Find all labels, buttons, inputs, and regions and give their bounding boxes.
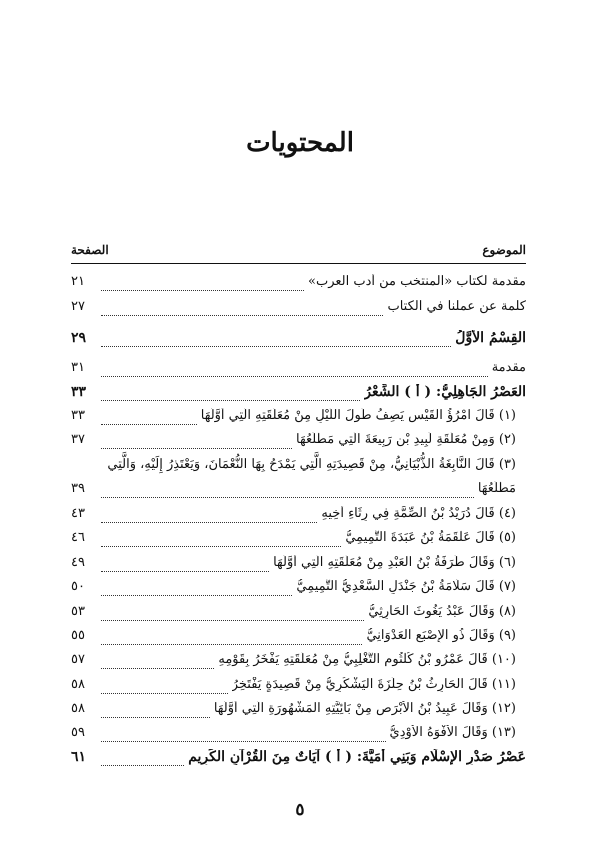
toc-entry-page: ٣٣ xyxy=(71,408,85,423)
page-title: المحتويات xyxy=(246,128,354,158)
toc-entry xyxy=(71,274,526,298)
toc-section-page: ٢٩ xyxy=(71,330,87,346)
toc-entry-page: ٣٧ xyxy=(71,432,85,447)
leader-dots xyxy=(101,521,317,523)
toc-entry xyxy=(71,725,526,749)
toc-entry-title: (٥) قَالَ عَلْقَمَةُ بْنُ عَبَدَةَ التَّمِيمِيُّ xyxy=(345,530,516,545)
toc-entry-page: ٥٨ xyxy=(71,701,85,716)
toc-entry xyxy=(71,360,526,384)
toc-entry-title: (٢) وَمِنْ مُعَلَّقَةِ لَبِيدِ بْنِ رَبِيعَةَ الَّتِي مَطْلَعُهَا xyxy=(296,432,516,447)
leader-dots xyxy=(101,399,360,401)
toc-entry-title: (١٢) وَقَالَ عَبِيدُ بْنُ الأَبْرَصِ مِنْ بَائِيَّتِهِ المَشْهُورَةِ الَّتِي أَوَّلُهَا xyxy=(213,701,516,716)
leader-dots xyxy=(101,423,197,425)
leader-dots xyxy=(101,345,451,347)
toc-entry xyxy=(71,555,526,579)
toc-entry-title: مَطْلَعُهَا xyxy=(477,481,516,496)
toc-subsection xyxy=(71,749,526,773)
toc-entry-title: (٦) وَقَالَ طَرَفَةُ بْنُ العَبْدِ مِنْ مُعَلَّقَتِهِ الَّتِي أَوَّلُهَا xyxy=(273,555,516,570)
toc-entry-title: (٤) قَالَ دُرَيْدُ بْنُ الصِّمَّةِ فِي رِثَاءِ أَخِيهِ xyxy=(321,506,516,521)
toc-entry-page: ٥٠ xyxy=(71,579,85,594)
leader-dots xyxy=(101,692,228,694)
toc-section xyxy=(71,330,526,354)
toc-entry-title: (٣) قَالَ النَّابِغَةُ الذُّبْيَانِيُّ، مِنْ قَصِيدَتِهِ الَّتِي يَمْدَحُ بِهَا النُّعْمَانَ، وَيَعْتَذِرُ إِلَيْهِ، وَالَّتِي xyxy=(107,457,516,472)
leader-dots xyxy=(101,667,214,669)
header-topic-label: الموضوع xyxy=(482,243,526,257)
toc-entry xyxy=(71,579,526,603)
leader-dots xyxy=(101,594,292,596)
toc-header xyxy=(71,241,526,264)
toc-entry xyxy=(71,530,526,554)
toc-entry-page: ٤٩ xyxy=(71,555,85,570)
leader-dots xyxy=(101,314,383,316)
toc-subsection-page: ٣٣ xyxy=(71,384,87,400)
leader-dots xyxy=(101,447,292,449)
toc-entry xyxy=(71,481,526,505)
toc-entry xyxy=(71,701,526,725)
toc-entry-title: مقدمة xyxy=(491,360,526,375)
toc-entry-title: (٩) وَقَالَ ذُو الإِصْبَعِ العَدْوَانِيُّ xyxy=(366,628,516,643)
toc-entry-title: (٨) وَقَالَ عَبْدُ يَغُوثَ الحَارِثِيُّ xyxy=(368,604,516,619)
toc-entry-page: ٢١ xyxy=(71,274,85,289)
toc-entry-title: (١٣) وَقَالَ الأَفْوَهُ الأَوْدِيُّ xyxy=(389,725,516,740)
toc-entry xyxy=(71,506,526,530)
toc-entry-title: (٧) قَالَ سَلَامَةُ بْنُ جَنْدَلٍ السَّعْدِيُّ التَّمِيمِيُّ xyxy=(296,579,516,594)
leader-dots xyxy=(101,545,341,547)
leader-dots xyxy=(101,375,488,377)
toc-subsection xyxy=(71,384,526,408)
toc-subsection-title: عَصْرُ صَدْرِ الإِسْلَامِ وَبَنِي أُمَيَّةَ: ( أ ) آيَاتٌ مِنَ القُرْآنِ الكَرِيمِ xyxy=(188,749,526,765)
leader-dots xyxy=(101,740,386,742)
toc-subsection-page: ٦١ xyxy=(71,749,87,765)
toc-entry-page: ٥٩ xyxy=(71,725,85,740)
leader-dots xyxy=(101,289,304,291)
toc-entry xyxy=(71,677,526,701)
toc-entry xyxy=(71,628,526,652)
toc-entry-page: ٣٩ xyxy=(71,481,85,496)
toc-entry-title: كلمة عن عملنا في الكتاب xyxy=(387,299,526,314)
leader-dots xyxy=(101,643,362,645)
toc-subsection-title: العَصْرُ الجَاهِلِيُّ: ( أ ) الشِّعْرُ xyxy=(364,384,526,400)
toc-entry-title: (١١) قَالَ الحَارِثُ بْنُ حِلِّزَةَ اليَشْكُرِيُّ مِنْ قَصِيدَةٍ يَفْتَخِرُ xyxy=(231,677,516,692)
toc-entry-page: ٥٥ xyxy=(71,628,85,643)
leader-dots xyxy=(101,716,210,718)
leader-dots xyxy=(101,764,184,766)
toc-entry-page: ٥٣ xyxy=(71,604,85,619)
toc-entry-page: ٥٨ xyxy=(71,677,85,692)
toc-entry xyxy=(71,604,526,628)
page-number: ٥ xyxy=(295,800,305,820)
toc-entry-continued xyxy=(71,457,526,479)
toc-section-title: القِسْمُ الأَوَّلُ xyxy=(455,330,526,346)
toc-entry xyxy=(71,432,526,456)
toc-entry-title: (١) قَالَ امْرُؤُ القَيْسِ يَصِفُ طُولَ اللَّيْلِ مِنْ مُعَلَّقَتِهِ الَّتِي أَوَّلُهَا xyxy=(200,408,516,423)
toc-entry-title: مقدمة لكتاب «المنتخب من أدب العرب» xyxy=(308,274,526,289)
leader-dots xyxy=(101,619,364,621)
toc-entry-page: ٢٧ xyxy=(71,299,85,314)
toc-entry-page: ٥٧ xyxy=(71,652,85,667)
toc-entry-title: (١٠) قَالَ عَمْرُو بْنُ كُلْثُومٍ التَّغْلِبِيُّ مِنْ مُعَلَّقَتِهِ يَفْخَرُ بِقَوْمِهِ xyxy=(218,652,516,667)
header-page-label: الصفحة xyxy=(71,243,109,257)
toc-entry-page: ٤٦ xyxy=(71,530,85,545)
toc-entry xyxy=(71,299,526,323)
leader-dots xyxy=(101,496,474,498)
toc-entry-page: ٣١ xyxy=(71,360,85,375)
leader-dots xyxy=(101,570,269,572)
toc-entry xyxy=(71,408,526,432)
toc-entry-page: ٤٣ xyxy=(71,506,85,521)
toc-entry xyxy=(71,652,526,676)
